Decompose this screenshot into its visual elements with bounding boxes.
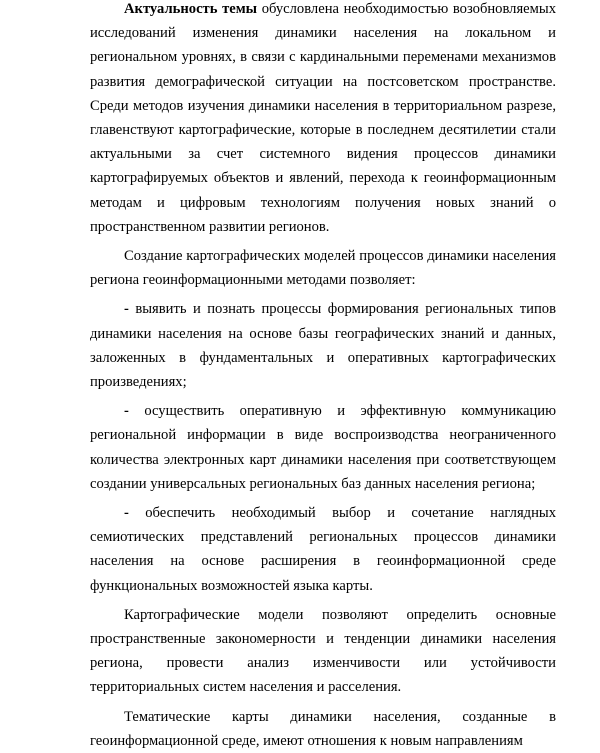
list-item-text: осуществить оперативную и эффективную коммуникацию региональной информации в виде воспроизводства неограниченного количества электронных карт динамики населения при соответствующем создании универсальных региональных баз данных населения региона;: [90, 403, 556, 492]
paragraph-models: [90, 603, 556, 700]
paragraph-text: Создание картографических моделей процессов динамики населения региона геоинформационными методами позволяет:: [90, 248, 556, 289]
list-dash: -: [124, 505, 129, 522]
paragraph-text: Картографические модели позволяют определить основные пространственные закономерности и тенденции динамики населения региона, провести анализ изменчивости или устойчивости территориальных систем населения и расселения.: [90, 606, 556, 696]
list-dash: -: [124, 301, 129, 318]
list-item-communicate: [90, 399, 556, 496]
paragraph-thematic-maps: [90, 705, 556, 753]
list-item-text: обеспечить необходимый выбор и сочетание наглядных семиотических представлений региональных процессов динамики населения на основе расширения в геоинформационной среде функциональных возможностей языка карты.: [90, 505, 556, 594]
paragraph-creation: [90, 244, 556, 292]
document-page: [90, 0, 556, 753]
list-item-identify: [90, 297, 556, 394]
paragraph-text: обусловлена необходимостью возобновляемых исследований изменения динамики населения на локальном и региональном уровнях, в связи с кардинальными переменами механизмов развития демографической ситуации на постсоветском пространстве. Среди методов изучения динамики населения в территориальном разрезе, главенствуют картографические, которые в последнем десятилетии стали актуальными за счет системного видения процессов динамики картографируемых объектов и явлений, перехода к геоинформационным методам и цифровым технологиям получения новых знаний о пространственном развитии регионов.: [90, 1, 556, 235]
paragraph-relevance: [90, 0, 556, 239]
paragraph-text: Тематические карты динамики населения, созданные в геоинформационной среде, имеют отношения к новым направлениям: [90, 708, 556, 749]
relevance-heading: Актуальность темы: [124, 1, 258, 17]
list-item-provide: [90, 501, 556, 598]
list-dash: -: [124, 403, 129, 420]
list-item-text: выявить и познать процессы формирования региональных типов динамики населения на основе базы географических знаний и данных, заложенных в фундаментальных и оперативных картографических произведениях;: [90, 301, 556, 391]
